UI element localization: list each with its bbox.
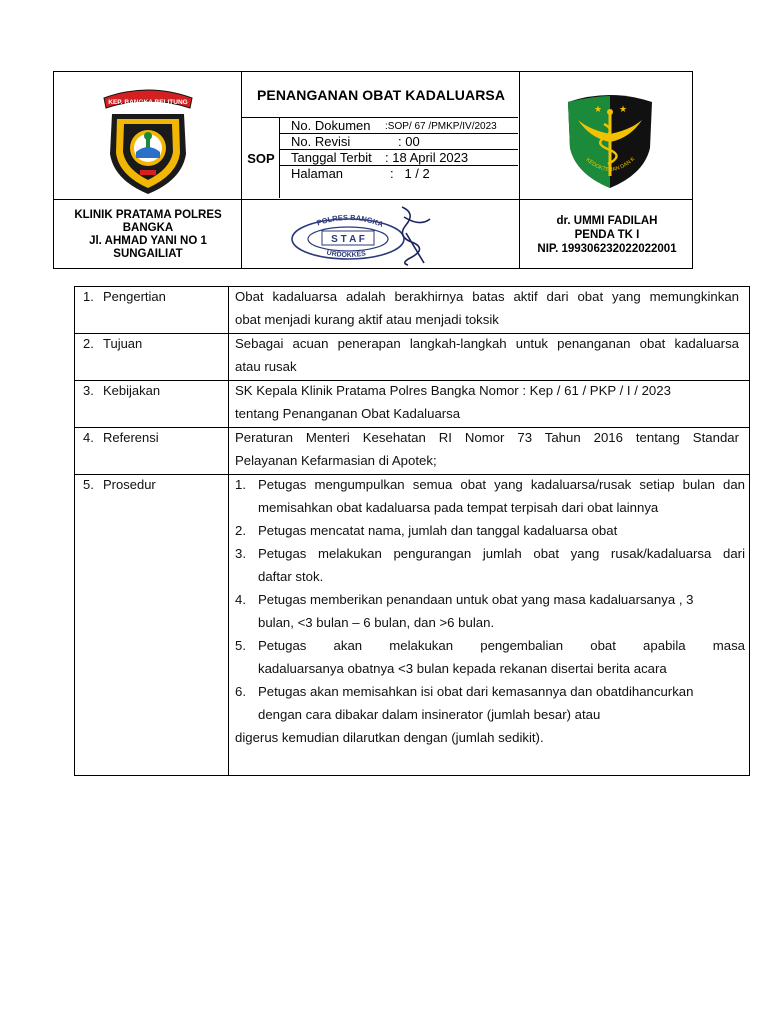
stamp-middle-text: S T A F [331, 234, 365, 245]
text-line: Sebagai acuan penerapan langkah-langkah untuk penanganan obat kadaluarsa [235, 336, 739, 351]
meta-key: No. Revisi [291, 134, 351, 149]
step-line: Petugas melakukan pengurangan jumlah obat yang rusak/kadaluarsa dari [258, 546, 745, 561]
stamp-top-text: POLRES BANGKA [315, 212, 385, 229]
meta-value: : 18 April 2023 [385, 150, 469, 165]
step-line: dengan cara dibakar dalam insinerator (jumlah besar) atau [258, 707, 601, 722]
sop-content-table [74, 286, 750, 776]
clinic-line: KLINIK PRATAMA POLRES [74, 209, 222, 221]
section-label-referensi [83, 430, 159, 446]
section-label: Pengertian [103, 289, 166, 304]
signer-name: dr. UMMI FADILAH [556, 215, 658, 227]
text-line: Obat kadaluarsa adalah berakhirnya batas aktif dari obat yang memungkinkan [235, 289, 739, 304]
step-number: 5. [235, 638, 246, 653]
step-line: Petugas akan melakukan pengembalian obat apabila masa [258, 638, 745, 653]
step-line: Petugas memberikan penandaan untuk obat yang masa kadaluarsanya , 3 [258, 592, 694, 607]
meta-doc-number [280, 118, 520, 134]
clinic-info [54, 200, 242, 270]
meta-page [280, 166, 520, 182]
text-line: SK Kepala Klinik Pratama Polres Bangka Nomor : Kep / 61 / PKP / I / 2023 [235, 383, 671, 398]
meta-key: Tanggal Terbit [291, 150, 372, 165]
stamp-bottom-text: URDOKKES [325, 249, 367, 260]
step-line: daftar stok. [258, 569, 324, 584]
step-number: 3. [235, 546, 246, 561]
logo-banner-text: KEP. BANGKA BELITUNG [108, 99, 188, 106]
section-label: Kebijakan [103, 383, 161, 398]
procedure-list [235, 473, 745, 749]
step-line: kadaluarsanya obatnya <3 bulan kepada rekanan disertai berita acara [258, 661, 667, 676]
section-label: Tujuan [103, 336, 143, 351]
step-line: digerus kemudian dilarutkan dengan (jumlah sedikit). [235, 730, 544, 745]
sop-label: SOP [247, 151, 275, 166]
section-text-kebijakan [235, 379, 739, 425]
procedure-step [235, 588, 745, 634]
meta-key: No. Dokumen [291, 118, 371, 133]
step-number: 2. [235, 523, 246, 538]
section-label-kebijakan [83, 383, 160, 399]
step-line: memisahkan obat kadaluarsa pada tempat terpisah dari obat lainnya [258, 500, 659, 515]
text-line: obat menjadi kurang aktif atau menjadi toksik [235, 312, 499, 327]
section-number: 5. [83, 477, 94, 492]
table-column-divider [228, 287, 229, 775]
police-logo [100, 84, 196, 196]
meta-issue-date [280, 150, 520, 166]
step-number: 1. [235, 477, 246, 492]
text-line: tentang Penanganan Obat Kadaluarsa [235, 406, 461, 421]
clinic-line: BANGKA [122, 222, 174, 234]
procedure-step [235, 519, 745, 542]
procedure-step [235, 634, 745, 680]
section-label-tujuan [83, 336, 142, 352]
text-line: Pelayanan Kefarmasian di Apotek; [235, 453, 437, 468]
step-number: 4. [235, 592, 246, 607]
step-line: bulan, <3 bulan – 6 bulan, dan >6 bulan. [258, 615, 495, 630]
clinic-line: SUNGAILIAT [113, 248, 183, 260]
official-stamp [288, 203, 438, 267]
signer-nip: NIP. 199306232022022001 [537, 243, 677, 255]
step-line: Petugas akan memisahkan isi obat dari kemasannya dan obatdihancurkan [258, 684, 694, 699]
meta-value: : 00 [398, 134, 420, 149]
meta-revision [280, 134, 520, 150]
meta-value: :SOP/ 67 /PMKP/IV/2023 [385, 121, 497, 132]
step-number: 6. [235, 684, 246, 699]
section-text-referensi [235, 426, 739, 472]
signer-rank: PENDA TK I [574, 229, 640, 241]
svg-text:★: ★ [594, 105, 603, 115]
section-number: 4. [83, 430, 94, 445]
section-label: Prosedur [103, 477, 156, 492]
section-label: Referensi [103, 430, 159, 445]
health-logo [564, 90, 656, 190]
section-number: 1. [83, 289, 94, 304]
logo-ring-text: KEDOKTERAN DAN K [584, 156, 637, 174]
document-title: PENANGANAN OBAT KADALUARSA [256, 86, 506, 103]
procedure-step [235, 542, 745, 588]
clinic-line: Jl. AHMAD YANI NO 1 [89, 235, 207, 247]
section-number: 3. [83, 383, 94, 398]
meta-value: : 1 / 2 [390, 166, 430, 181]
section-label-pengertian [83, 289, 166, 305]
document-header [53, 71, 693, 269]
step-line: Petugas mencatat nama, jumlah dan tanggal kadaluarsa obat [258, 523, 618, 538]
procedure-step-continuation [235, 726, 745, 749]
section-text-tujuan [235, 332, 739, 378]
procedure-step [235, 680, 745, 726]
text-line: Peraturan Menteri Kesehatan RI Nomor 73 Tahun 2016 tentang Standar [235, 430, 739, 445]
step-line: Petugas mengumpulkan semua obat yang kadaluarsa/rusak setiap bulan dan [258, 477, 745, 492]
procedure-step [235, 473, 745, 519]
meta-key: Halaman [291, 166, 344, 181]
svg-text:★: ★ [619, 105, 628, 115]
section-number: 2. [83, 336, 94, 351]
section-text-pengertian [235, 285, 739, 331]
section-label-prosedur [83, 477, 156, 493]
signer-info [520, 200, 694, 270]
text-line: atau rusak [235, 359, 297, 374]
